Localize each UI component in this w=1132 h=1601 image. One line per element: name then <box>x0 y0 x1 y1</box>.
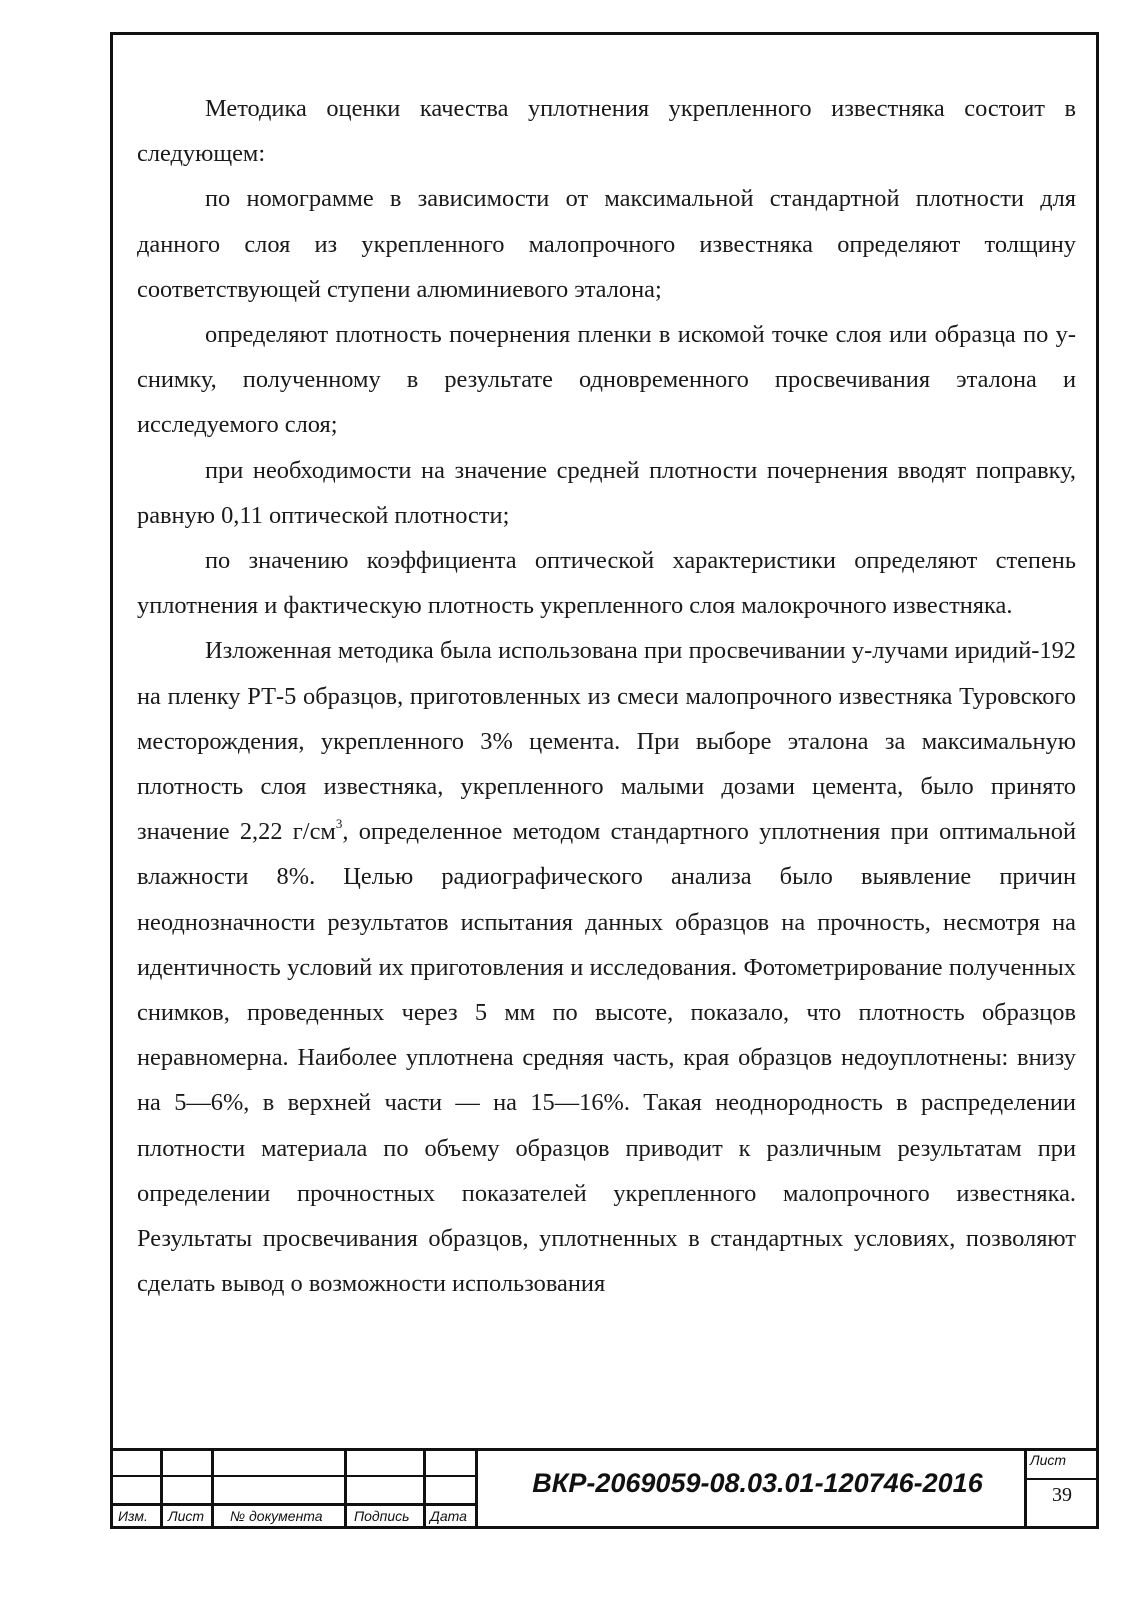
izm-label: Изм. <box>118 1508 148 1524</box>
sheet-label: Лист <box>1030 1452 1067 1468</box>
date-label: Дата <box>430 1508 467 1524</box>
signature-label: Подпись <box>354 1508 410 1524</box>
stamp-divider <box>344 1451 347 1529</box>
superscript-3: 3 <box>335 816 343 832</box>
document-code: ВКР-2069059-08.03.01-120746-2016 <box>532 1468 983 1498</box>
paragraph-6-part-2: , определенное методом стандартного уплотнения при оптимальной влажности 8%. Целью радиографического анализа было выявление причин неоднозначности результатов испытания данных образцов на прочность, несмотря на идентичность условий их приготовления и исследования. Фотометрирование полученных снимков, проведенных через 5 мм по высоте, показало, что плотность образцов неравномерна. Наиболее уплотнена средняя часть, края образцов недоуплотнены: внизу на 5—6%, в верхней части — на 15—16%. Такая неоднородность в распределении плотности материала по объему образцов приводит к различным результатам при определении прочностных показателей укрепленного малопрочного известняка. Результаты просвечивания образцов, уплотненных в стандартных условиях, позволяют сделать вывод о возможности использования <box>137 818 1077 1298</box>
sheet-number: 39 <box>1052 1484 1072 1506</box>
list-label: Лист <box>168 1508 205 1524</box>
stamp-divider <box>423 1451 426 1529</box>
paragraph-2: по номограмме в зависимости от максимальной стандартной плотности для данного слоя из укрепленного малопрочного известняка определяют толщину соответствующей ступени алюминиевого эталона; <box>137 185 1076 303</box>
stamp-divider <box>211 1451 214 1529</box>
paragraph-6 <box>137 628 1076 1306</box>
paragraph-4: при необходимости на значение средней плотности почернения вводят поправку, равную 0,11 оптической плотности; <box>137 456 1076 529</box>
paragraph-1: Методика оценки качества уплотнения укрепленного известняка состоит в следующем: <box>137 95 1076 168</box>
paragraph-6-part-1: Изложенная методика была использована при просвечивании у-лучами иридий-192 на пленку РТ-5 образцов, приготовленных из смеси малопрочного известняка Туровского месторождения, укрепленного 3% цемента. При выборе эталона за максимальную плотность слоя известняка, укрепленного малыми дозами цемента, было принято значение 2,22 г/см <box>137 637 1076 846</box>
doc-number-label: № документа <box>230 1508 323 1524</box>
stamp-row-line <box>110 1475 476 1477</box>
stamp-row-line <box>110 1503 476 1506</box>
paragraph-5: по значению коэффициента оптической характеристики определяют степень уплотнения и фактическую плотность укрепленного слоя малокрочного известняка. <box>137 547 1076 620</box>
paragraph-3: определяют плотность почернения пленки в искомой точке слоя или образца по у-снимку, полученному в результате одновременного просвечивания эталона и исследуемого слоя; <box>137 321 1076 439</box>
stamp-divider <box>160 1451 163 1529</box>
document-body <box>137 86 1076 1306</box>
